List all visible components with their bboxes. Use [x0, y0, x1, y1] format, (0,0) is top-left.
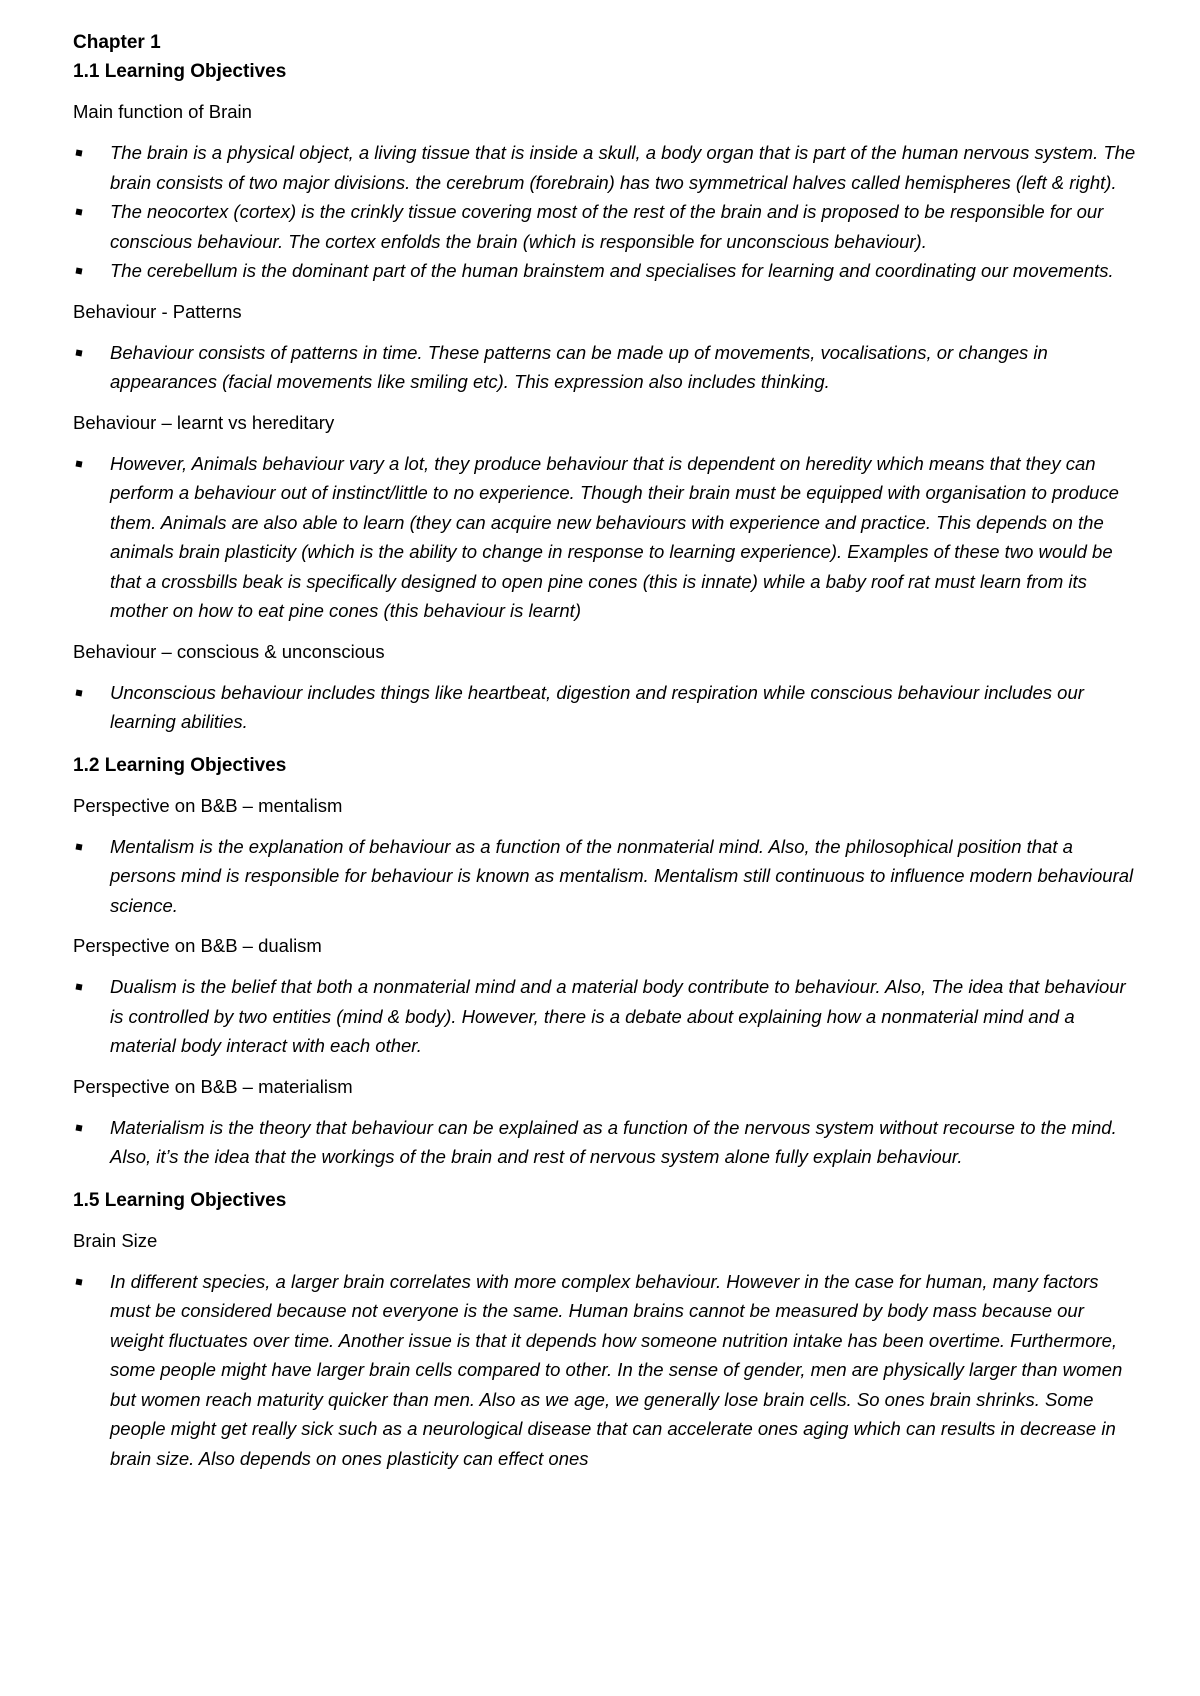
- bullet-icon: [76, 843, 83, 850]
- bullet-text: Behaviour consists of patterns in time. These patterns can be made up of movements, vocalisations, or changes in appearances (facial movements like smiling etc). This expression also includes thinking.: [110, 341, 1048, 392]
- bullet-icon: [76, 460, 83, 467]
- list-item: [73, 449, 1138, 626]
- section-1-2: [73, 751, 1138, 1172]
- topic-heading-materialism: Perspective on B&B – materialism: [73, 1075, 353, 1097]
- bullet-text: However, Animals behaviour vary a lot, they produce behaviour that is dependent on heredity which means that they can perform a behaviour out of instinct/little to no experience. Though their brain must be equipped with organisation to produce them. Animals are also able to learn (they can acquire new behaviours with experience and practice. This depends on the animals brain plasticity (which is the ability to change in response to learning experience). Examples of these two would be that a crossbills beak is specifically designed to open pine cones (this is innate) while a baby roof rat must learn from its mother on how to eat pine cones (this behaviour is learnt): [110, 452, 1119, 621]
- bullet-icon: [76, 1278, 83, 1285]
- section-heading: 1.1 Learning Objectives: [73, 61, 287, 82]
- bullet-list: [73, 138, 1138, 286]
- topic-heading-conscious: Behaviour – conscious & unconscious: [73, 640, 385, 662]
- list-item: [73, 832, 1138, 921]
- chapter-title: Chapter 1: [73, 32, 161, 53]
- bullet-text: The brain is a physical object, a living tissue that is inside a skull, a body organ that is part of the human nervous system. The brain consists of two major divisions. the cerebrum (forebrain) has two symmetrical halves called hemispheres (left & right).: [110, 142, 1136, 193]
- bullet-text: Dualism is the belief that both a nonmaterial mind and a material body contribute to behaviour. Also, The idea that behaviour is controlled by two entities (mind & body). However, there is a debate about explaining how a nonmaterial mind and a material body interact with each other.: [110, 976, 1126, 1056]
- section-heading: 1.5 Learning Objectives: [73, 1189, 287, 1211]
- list-item: [73, 1113, 1138, 1172]
- bullet-icon: [76, 1124, 83, 1131]
- topic-heading-learnt-vs-hereditary: Behaviour – learnt vs hereditary: [73, 411, 335, 433]
- bullet-icon: [76, 209, 83, 216]
- topic-heading-mentalism: Perspective on B&B – mentalism: [73, 794, 343, 816]
- bullet-list: [73, 449, 1138, 626]
- list-item: [73, 197, 1138, 256]
- list-item: [73, 1267, 1138, 1474]
- list-item: [73, 972, 1138, 1061]
- bullet-list: [73, 832, 1138, 921]
- bullet-icon: [76, 689, 83, 696]
- topic-heading-main-function: Main function of Brain: [73, 101, 252, 122]
- topic-heading-brain-size: Brain Size: [73, 1229, 158, 1251]
- list-item: [73, 678, 1138, 737]
- bullet-list: [73, 678, 1138, 737]
- bullet-list: [73, 1267, 1138, 1474]
- bullet-text: The cerebellum is the dominant part of the human brainstem and specialises for learning and coordinating our movements.: [110, 260, 1114, 281]
- bullet-text: Unconscious behaviour includes things like heartbeat, digestion and respiration while conscious behaviour includes our learning abilities.: [110, 681, 1084, 732]
- bullet-icon: [76, 150, 83, 157]
- section-heading: 1.2 Learning Objectives: [73, 754, 287, 776]
- bullet-text: The neocortex (cortex) is the crinkly tissue covering most of the rest of the brain and is proposed to be responsible for our conscious behaviour. The cortex enfolds the brain (which is responsible for unconscious behaviour).: [110, 201, 1104, 252]
- list-item: [73, 138, 1138, 197]
- list-item: [73, 256, 1138, 286]
- bullet-icon: [76, 349, 83, 356]
- bullet-icon: [76, 984, 83, 991]
- bullet-text: Mentalism is the explanation of behaviour as a function of the nonmaterial mind. Also, the philosophical position that a persons mind is responsible for behaviour is known as mentalism. Mentalism still continuous to influence modern behavioural science.: [110, 835, 1134, 916]
- document-body: [73, 28, 1138, 1473]
- topic-heading-dualism: Perspective on B&B – dualism: [73, 935, 322, 956]
- section-1-5: [73, 1186, 1138, 1474]
- bullet-text: In different species, a larger brain correlates with more complex behaviour. However in the case for human, many factors must be considered because not everyone is the same. Human brains cannot be measured by body mass because our weight fluctuates over time. Another issue is that it depends how someone nutrition intake has been overtime. Furthermore, some people might have larger brain cells compared to other. In the sense of gender, men are physically larger than women but women reach maturity quicker than men. Also as we age, we generally lose brain cells. So ones brain shrinks. Some people might get really sick such as a neurological disease that can accelerate ones aging which can results in decrease in brain size. Also depends on ones plasticity can effect ones: [110, 1270, 1123, 1469]
- bullet-list: [73, 338, 1138, 397]
- bullet-list: [73, 972, 1138, 1061]
- section-1-1: [73, 57, 1138, 737]
- bullet-list: [73, 1113, 1138, 1172]
- bullet-icon: [76, 268, 83, 275]
- bullet-text: Materialism is the theory that behaviour can be explained as a function of the nervous system without recourse to the mind. Also, it’s the idea that the workings of the brain and rest of nervous system alone fully explain behaviour.: [110, 1116, 1117, 1167]
- list-item: [73, 338, 1138, 397]
- topic-heading-patterns: Behaviour - Patterns: [73, 300, 242, 322]
